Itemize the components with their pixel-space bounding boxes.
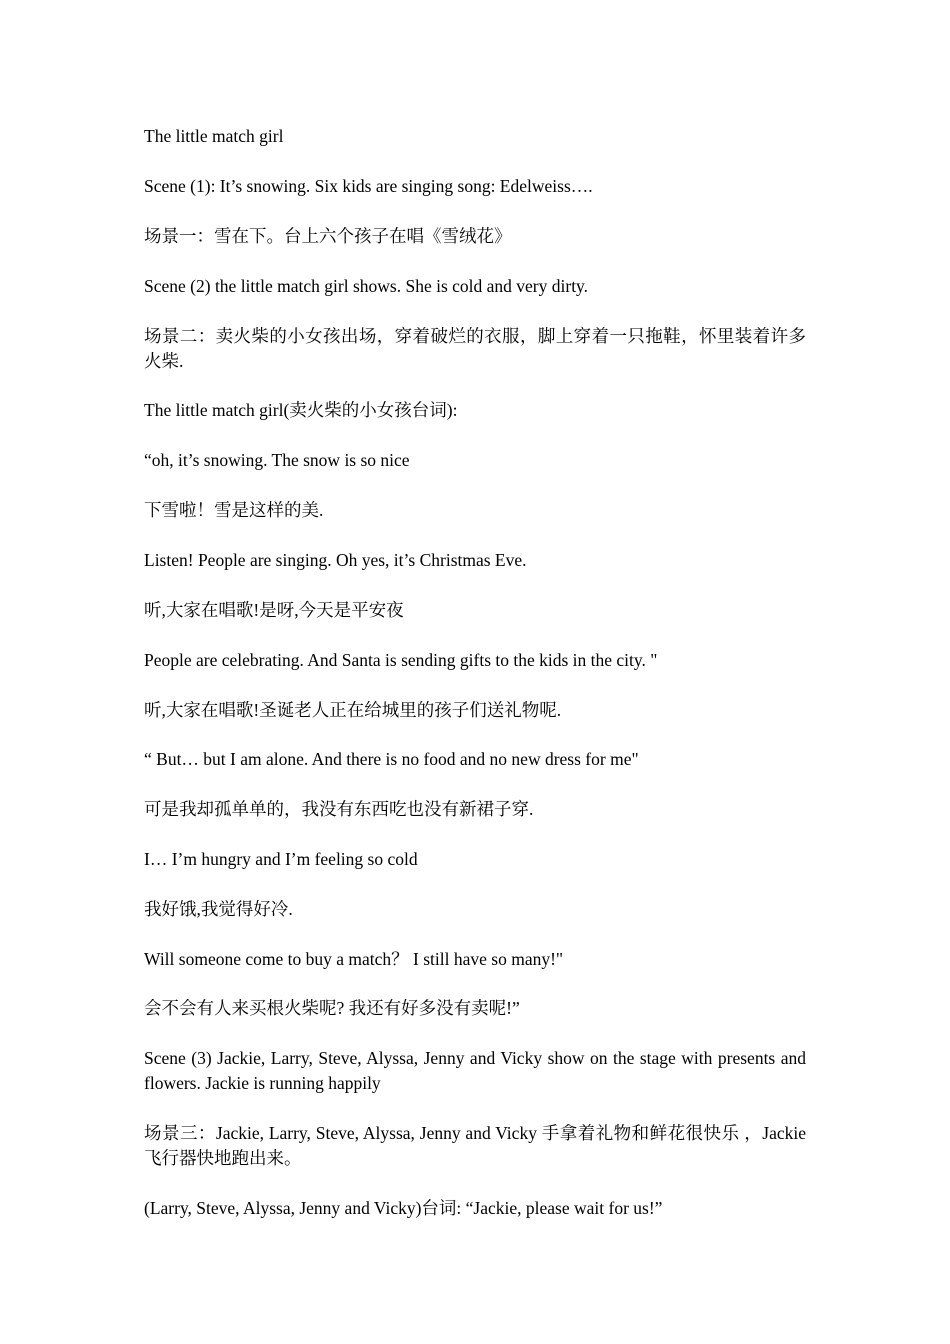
scene-1-chinese: 场景一：雪在下。台上六个孩子在唱《雪绒花》 xyxy=(144,226,512,246)
dialogue-line: “oh, it’s snowing. The snow is so nice xyxy=(144,450,410,470)
scene-1-description: Scene (1): It’s snowing. Six kids are singing song: Edelweiss…. xyxy=(144,176,593,196)
scene-3-chinese: 场景三：Jackie, Larry, Steve, Alyssa, Jenny and Vicky 手拿着礼物和鲜花很快乐 ，Jackie飞行器快地跑出来。 xyxy=(144,1123,806,1168)
scene-3-description: Scene (3) Jackie, Larry, Steve, Alyssa, Jenny and Vicky show on the stage with presents and flowers. Jackie is running happily xyxy=(144,1048,806,1093)
friends-dialogue-line: (Larry, Steve, Alyssa, Jenny and Vicky)台词: “Jackie, please wait for us!” xyxy=(144,1198,663,1218)
document-title: The little match girl xyxy=(144,126,284,146)
dialogue-line-chinese: 可是我却孤单单的，我没有东西吃也没有新裙子穿. xyxy=(144,799,534,819)
dialogue-line-chinese: 我好饿,我觉得好冷. xyxy=(144,899,293,919)
dialogue-line: Will someone come to buy a match？ I still have so many!" xyxy=(144,949,564,969)
dialogue-line-chinese: 听,大家在唱歌!是呀,今天是平安夜 xyxy=(144,600,404,620)
dialogue-line: People are celebrating. And Santa is sending gifts to the kids in the city. " xyxy=(144,650,658,670)
scene-2-chinese: 场景二：卖火柴的小女孩出场，穿着破烂的衣服，脚上穿着一只拖鞋，怀里装着许多火柴. xyxy=(144,326,806,371)
match-girl-lines-heading: The little match girl(卖火柴的小女孩台词): xyxy=(144,400,458,420)
dialogue-line-chinese: 下雪啦！雪是这样的美. xyxy=(144,500,324,520)
scene-2-description: Scene (2) the little match girl shows. She is cold and very dirty. xyxy=(144,276,589,296)
dialogue-line: “ But… but I am alone. And there is no food and no new dress for me" xyxy=(144,749,639,769)
dialogue-line: Listen! People are singing. Oh yes, it’s Christmas Eve. xyxy=(144,550,527,570)
dialogue-line-chinese: 听,大家在唱歌!圣诞老人正在给城里的孩子们送礼物呢. xyxy=(144,700,562,720)
dialogue-line-chinese: 会不会有人来买根火柴呢? 我还有好多没有卖呢!” xyxy=(144,998,520,1018)
dialogue-line: I… I’m hungry and I’m feeling so cold xyxy=(144,849,418,869)
